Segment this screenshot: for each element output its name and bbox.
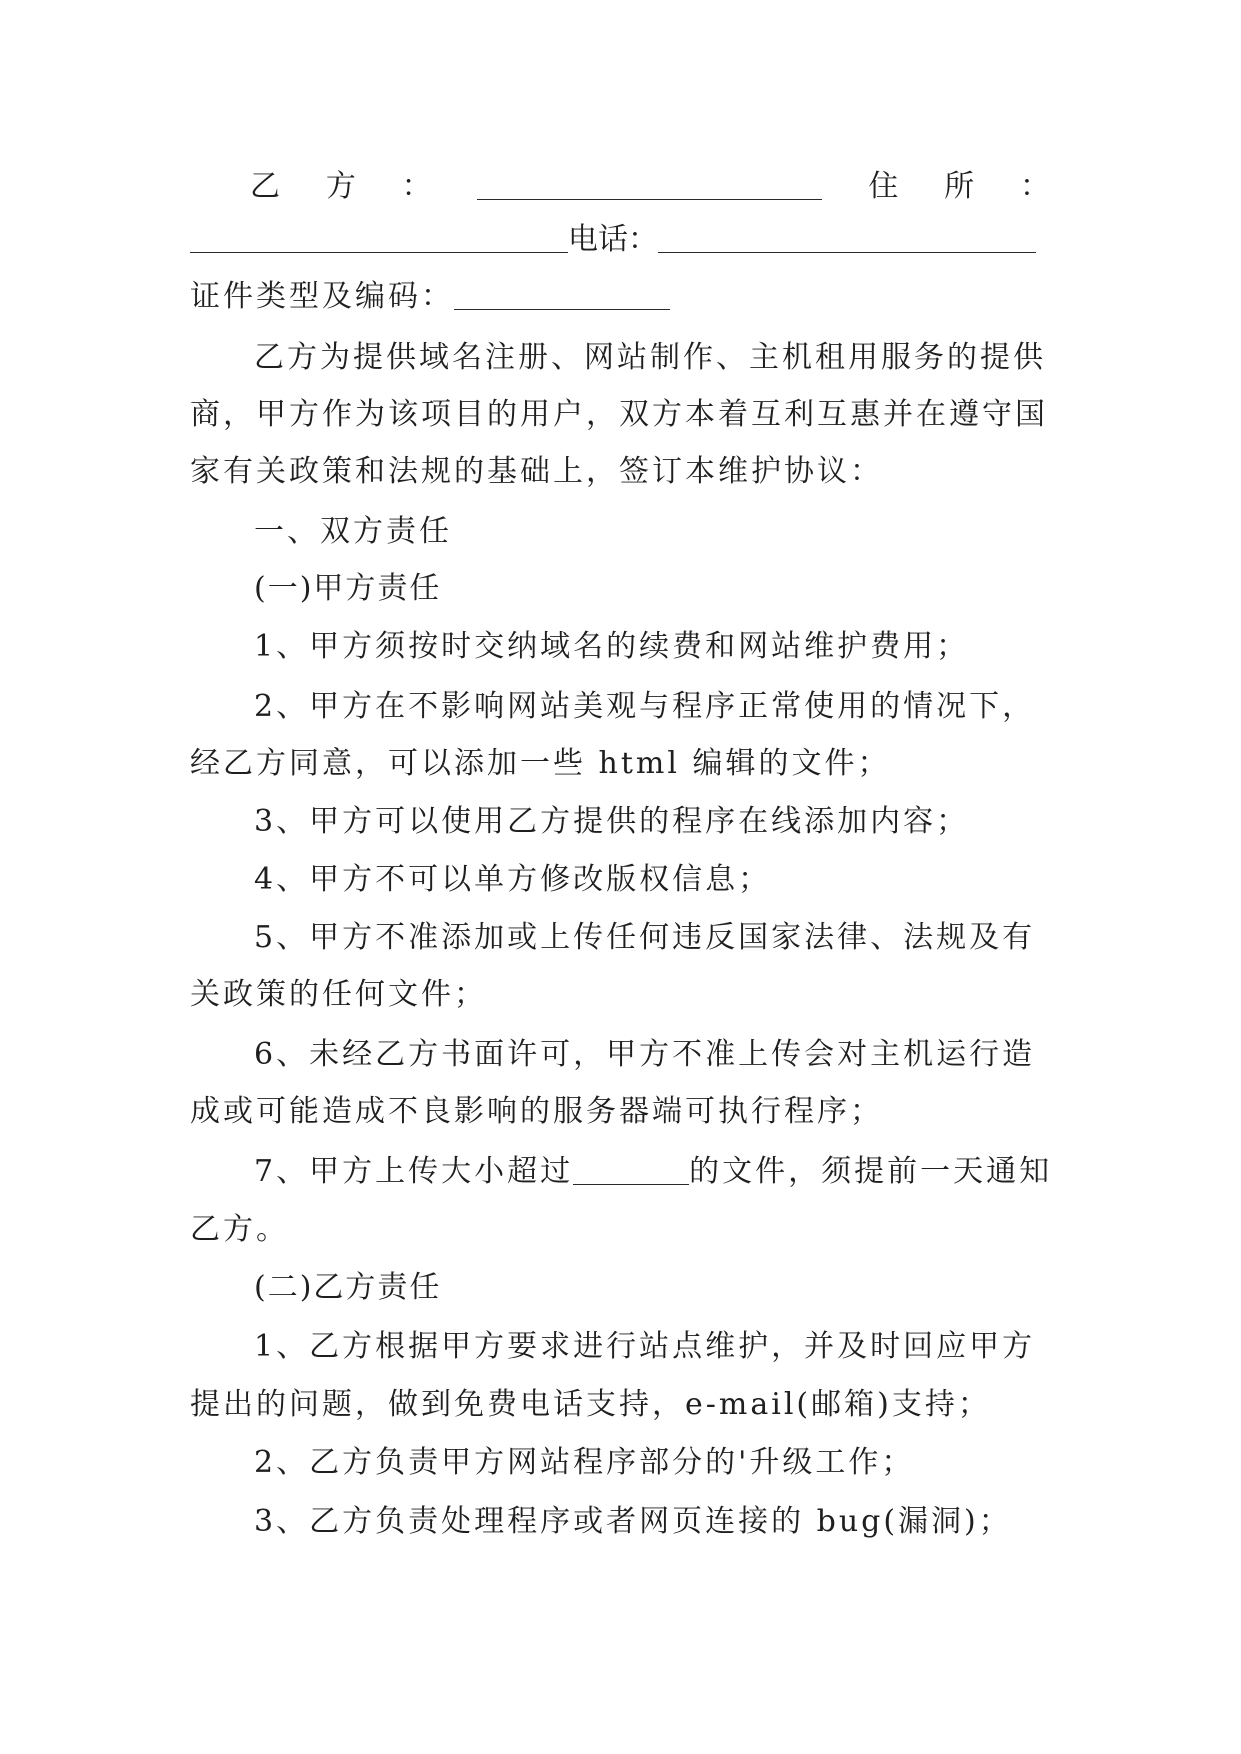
party-b-item: 1、乙方根据甲方要求进行站点维护，并及时回应甲方	[254, 1329, 1036, 1364]
party-b-item: 提出的问题，做到免费电话支持，e-mail(邮箱)支持；	[190, 1387, 991, 1422]
party-a-item-7-cont: 乙方。	[190, 1212, 289, 1247]
party-a-item: 成或可能造成不良影响的服务器端可执行程序；	[190, 1094, 883, 1129]
party-b-item: 2、乙方负责甲方网站程序部分的'升级工作；	[254, 1445, 915, 1480]
party-b-name-blank[interactable]	[477, 167, 822, 207]
intro-line: 商，甲方作为该项目的用户，双方本着互利互惠并在遵守国	[190, 397, 1048, 432]
id-line	[190, 277, 1050, 317]
party-b-heading: (二)乙方责任	[254, 1270, 442, 1305]
party-a-item: 5、甲方不准添加或上传任何违反国家法律、法规及有	[254, 920, 1036, 955]
address-label-char: 所	[944, 169, 975, 204]
party-a-item-7	[190, 1152, 1114, 1192]
id-blank[interactable]	[454, 277, 670, 317]
phone-line	[190, 220, 1050, 260]
party-a-item: 6、未经乙方书面许可，甲方不准上传会对主机运行造	[254, 1037, 1036, 1072]
party-a-item: 1、甲方须按时交纳域名的续费和网站维护费用；	[254, 629, 970, 664]
address-label-char: ：	[1019, 169, 1050, 204]
id-label: 证件类型及编码：	[190, 279, 454, 314]
section-title: 一、双方责任	[254, 514, 452, 549]
party-b-item: 3、乙方负责处理程序或者网页连接的 bug(漏洞)；	[254, 1504, 1012, 1539]
party-b-label-char: 方	[325, 169, 356, 204]
party-a-heading: (一)甲方责任	[254, 571, 442, 606]
party-a-item: 关政策的任何文件；	[190, 977, 487, 1012]
phone-label: 电话：	[568, 222, 658, 257]
party-a-item: 2、甲方在不影响网站美观与程序正常使用的情况下，	[254, 689, 1036, 724]
party-b-line	[190, 167, 1050, 207]
party-a-item: 经乙方同意，可以添加一些 html 编辑的文件；	[190, 746, 891, 781]
file-size-blank[interactable]	[573, 1152, 689, 1192]
party-a-item: 4、甲方不可以单方修改版权信息；	[254, 862, 772, 897]
intro-line: 家有关政策和法规的基础上，签订本维护协议：	[190, 454, 883, 489]
item-7-text-after: 的文件，须提前一天通知	[689, 1154, 1053, 1189]
party-b-label-char: 乙	[250, 169, 280, 204]
phone-blank[interactable]	[658, 220, 1036, 260]
item-7-text-before: 7、甲方上传大小超过	[254, 1154, 574, 1189]
address-blank[interactable]	[190, 220, 568, 260]
party-b-label-char: ：	[401, 169, 432, 204]
intro-line: 乙方为提供域名注册、网站制作、主机租用服务的提供	[254, 340, 1046, 375]
address-label-char: 住	[868, 169, 899, 204]
party-a-item: 3、甲方可以使用乙方提供的程序在线添加内容；	[254, 804, 970, 839]
